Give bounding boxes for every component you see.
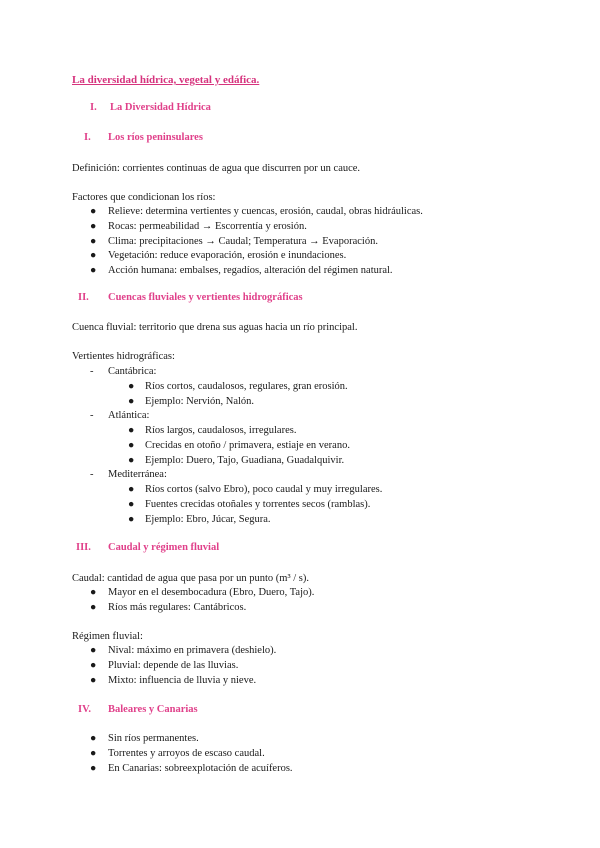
list-item [128,484,136,495]
list-item [128,499,136,510]
section-1-number: I. [84,132,91,143]
list-item-text: Ejemplo: Duero, Tajo, Guadiana, Guadalquivir. [145,455,345,466]
list-item [90,675,98,686]
list-item-text: Ríos cortos (salvo Ebro), poco caudal y muy irregulares. [145,484,383,495]
basin-definition: Cuenca fluvial: territorio que drena sus aguas hacia un río principal. [72,322,358,333]
list-item [90,733,98,744]
list-item-text: En Canarias: sobreexplotación de acuíferos. [108,763,293,774]
list-item-text: Fuentes crecidas otoñales y torrentes secos (ramblas). [145,499,371,510]
bullet-icon: ● [90,733,97,744]
bullet-icon: ● [90,763,97,774]
list-item [128,425,136,436]
list-item-text: Pluvial: depende de las lluvias. [108,660,239,671]
list-item-text: Mixto: influencia de lluvia y nieve. [108,675,257,686]
slope-mediterranea-label: Mediterránea: [108,469,167,480]
dash-marker: - [90,469,94,480]
list-item [90,763,98,774]
list-item [90,587,98,598]
bullet-icon: ● [90,265,97,276]
section-main-number: I. [90,102,97,113]
document-title: La diversidad hídrica, vegetal y edáfica. [72,74,260,86]
section-2-heading: Cuencas fluviales y vertientes hidrográficas [108,292,303,303]
list-item [90,221,98,232]
regime-intro: Régimen fluvial: [72,631,143,642]
list-item-text: Relieve: determina vertientes y cuencas, erosión, caudal, obras hidráulicas. [108,206,423,217]
list-item [128,514,136,525]
bullet-icon: ● [90,748,97,759]
list-item [128,381,136,392]
list-item [128,440,136,451]
section-1-heading: Los ríos peninsulares [108,132,203,143]
list-item-text: Ríos más regulares: Cantábricos. [108,602,247,613]
list-item-text: Sin ríos permanentes. [108,733,199,744]
list-item [128,396,136,407]
slope-cantabrica-label: Cantábrica: [108,366,157,377]
list-item-text: Mayor en el desembocadura (Ebro, Duero, Tajo). [108,587,315,598]
list-item [90,660,98,671]
section-4-number: IV. [78,704,91,715]
list-item [90,206,98,217]
bullet-icon: ● [128,440,135,451]
factors-intro: Factores que condicionan los ríos: [72,192,216,203]
bullet-icon: ● [128,396,135,407]
slopes-intro: Vertientes hidrográficas: [72,351,175,362]
dash-marker: - [90,366,94,377]
list-item [90,748,98,759]
definition-text: Definición: corrientes continuas de agua que discurren por un cauce. [72,163,361,174]
list-item-text: Ejemplo: Nervión, Nalón. [145,396,255,407]
list-item [90,236,98,247]
bullet-icon: ● [90,660,97,671]
list-item-text: Ejemplo: Ebro, Júcar, Segura. [145,514,271,525]
flow-definition: Caudal: cantidad de agua que pasa por un punto (m³ / s). [72,573,309,584]
bullet-icon: ● [90,645,97,656]
bullet-icon: ● [90,250,97,261]
section-2-number: II. [78,292,89,303]
section-4-heading: Baleares y Canarias [108,704,198,715]
list-item [90,265,98,276]
list-item-text: Ríos largos, caudalosos, irregulares. [145,425,297,436]
list-item-text: Nival: máximo en primavera (deshielo). [108,645,277,656]
list-item [128,455,136,466]
bullet-icon: ● [128,499,135,510]
slope-atlantica-label: Atlántica: [108,410,150,421]
section-3-number: III. [76,542,91,553]
list-item-text: Acción humana: embalses, regadíos, alteración del régimen natural. [108,265,393,276]
bullet-icon: ● [90,675,97,686]
list-item-text: Vegetación: reduce evaporación, erosión e inundaciones. [108,250,347,261]
list-item-text: Crecidas en otoño / primavera, estiaje en verano. [145,440,350,451]
bullet-icon: ● [128,381,135,392]
bullet-icon: ● [90,221,97,232]
bullet-icon: ● [90,602,97,613]
list-item [90,645,98,656]
list-item-text: Rocas: permeabilidad → Escorrentía y erosión. [108,221,307,232]
section-3-heading: Caudal y régimen fluvial [108,542,220,553]
bullet-icon: ● [128,484,135,495]
list-item [90,602,98,613]
bullet-icon: ● [90,587,97,598]
list-item-text: Ríos cortos, caudalosos, regulares, gran erosión. [145,381,348,392]
dash-marker: - [90,410,94,421]
bullet-icon: ● [128,514,135,525]
list-item-text: Torrentes y arroyos de escaso caudal. [108,748,265,759]
bullet-icon: ● [90,206,97,217]
bullet-icon: ● [128,455,135,466]
section-main-heading: La Diversidad Hídrica [110,102,211,113]
bullet-icon: ● [90,236,97,247]
bullet-icon: ● [128,425,135,436]
list-item [90,250,98,261]
list-item-text: Clima: precipitaciones → Caudal; Temperatura → Evaporación. [108,236,378,247]
